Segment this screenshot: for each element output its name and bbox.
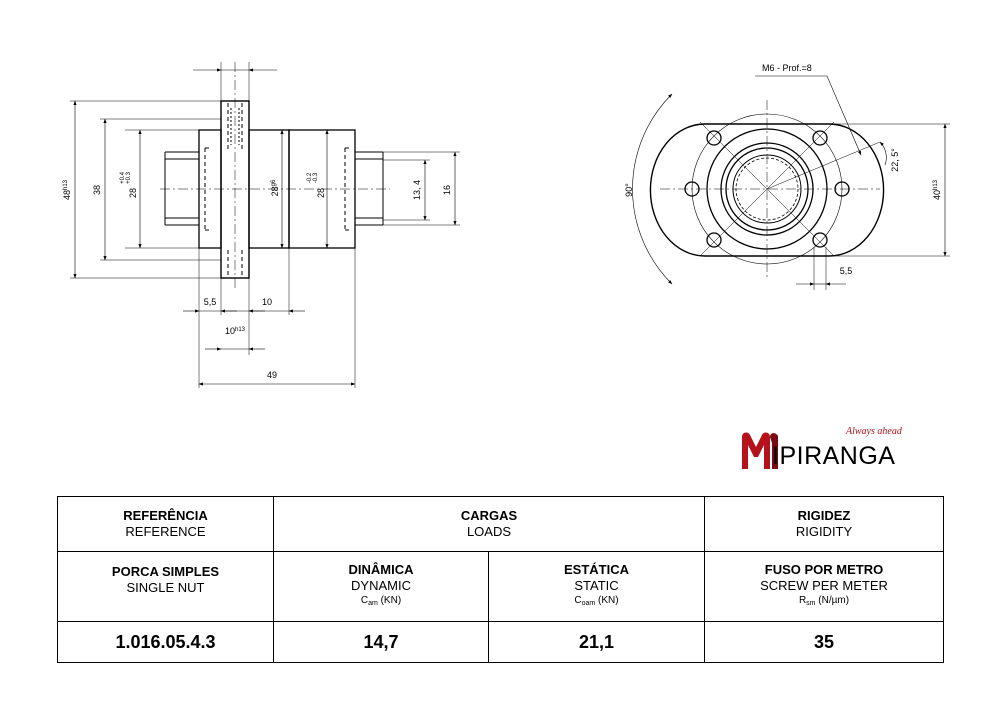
- table-row: [58, 622, 944, 663]
- dynamic-en: DYNAMIC: [351, 578, 411, 593]
- dim-40: $40^{h13}$: [932, 179, 942, 201]
- dim-38: 38: [92, 184, 102, 196]
- dim-28-b: $28^{g6}$: [270, 179, 280, 197]
- extension-lines: [70, 62, 460, 388]
- rigidity-header-pt: RIGIDEZ: [797, 508, 851, 523]
- thread-note: M6 - Prof.=8: [762, 63, 812, 73]
- static-unit: $C_{oam}$ (KN): [574, 595, 619, 607]
- bolt-hole: [707, 131, 721, 145]
- dynamic-value: 14,7: [274, 622, 489, 663]
- static-header: [489, 552, 705, 622]
- loads-header-pt: CARGAS: [460, 508, 518, 523]
- dim-28-c-tol-top: -0.2: [307, 172, 313, 184]
- angle-90: 90°: [624, 183, 634, 197]
- static-en: STATIC: [574, 578, 619, 593]
- dim-10-h13: $10^{h13}$: [224, 326, 246, 336]
- nut-type-header: [58, 552, 274, 622]
- screw-pt: FUSO POR METRO: [764, 562, 884, 577]
- dynamic-unit: $C_{am}$ (KN): [360, 595, 402, 607]
- static-pt: ESTÁTICA: [564, 562, 629, 577]
- dim-28-a: 28: [128, 187, 138, 199]
- loads-header: [274, 497, 705, 552]
- dim-48: $48^{h13}$: [62, 179, 72, 201]
- angle-22-5: 22, 5°: [890, 148, 900, 172]
- ref-value: 1.016.05.4.3: [58, 622, 274, 663]
- side-view: [62, 62, 460, 388]
- bolt-hole: [813, 233, 827, 247]
- static-value: 21,1: [489, 622, 705, 663]
- screw-unit: $R_{sm}$ (N/µm): [798, 595, 850, 607]
- dynamic-pt: DINÂMICA: [348, 562, 414, 577]
- bolt-hole: [707, 233, 721, 247]
- screw-shaft-left: [165, 152, 199, 225]
- bolt-hole: [813, 131, 827, 145]
- dim-28-a-tol-bot: +0.3: [126, 172, 132, 184]
- dim-10: 10: [261, 297, 273, 307]
- dim-13-4: 13, 4: [412, 179, 422, 201]
- screw-header: [705, 552, 944, 622]
- rigidity-value: 35: [705, 622, 944, 663]
- dim-5-5-right: 5,5: [839, 266, 853, 276]
- ref-header: [58, 497, 274, 552]
- brand-logo: [736, 424, 916, 474]
- dimension-lines: [75, 70, 455, 384]
- dim-28-c: 28: [316, 187, 326, 199]
- loads-header-en: LOADS: [466, 524, 512, 539]
- spec-table: [57, 496, 944, 663]
- ref-header-pt: REFERÊNCIA: [123, 508, 208, 523]
- brand-name: IPIRANGA: [772, 442, 896, 470]
- brand-tagline: Always ahead: [846, 426, 902, 437]
- dim-5-5-left: 5,5: [203, 297, 217, 307]
- dim-49: 49: [266, 370, 278, 380]
- dim-28-c-tol-bot: -0.3: [313, 172, 319, 184]
- nut-type-en: SINGLE NUT: [126, 579, 205, 595]
- screw-en: SCREW PER METER: [760, 578, 888, 593]
- table-header-row: [58, 497, 944, 552]
- dynamic-header: [274, 552, 489, 622]
- nut-type-pt: PORCA SIMPLES: [111, 563, 220, 579]
- dim-16: 16: [442, 184, 452, 196]
- table-subheader-row: [58, 552, 944, 622]
- dim-28-a-tol-top: +0.4: [120, 172, 126, 184]
- rigidity-header: [705, 497, 944, 552]
- rigidity-header-en: RIGIDITY: [795, 524, 853, 539]
- ref-header-en: REFERENCE: [125, 524, 206, 539]
- screw-shaft-right: [355, 152, 383, 225]
- front-view: [624, 63, 950, 290]
